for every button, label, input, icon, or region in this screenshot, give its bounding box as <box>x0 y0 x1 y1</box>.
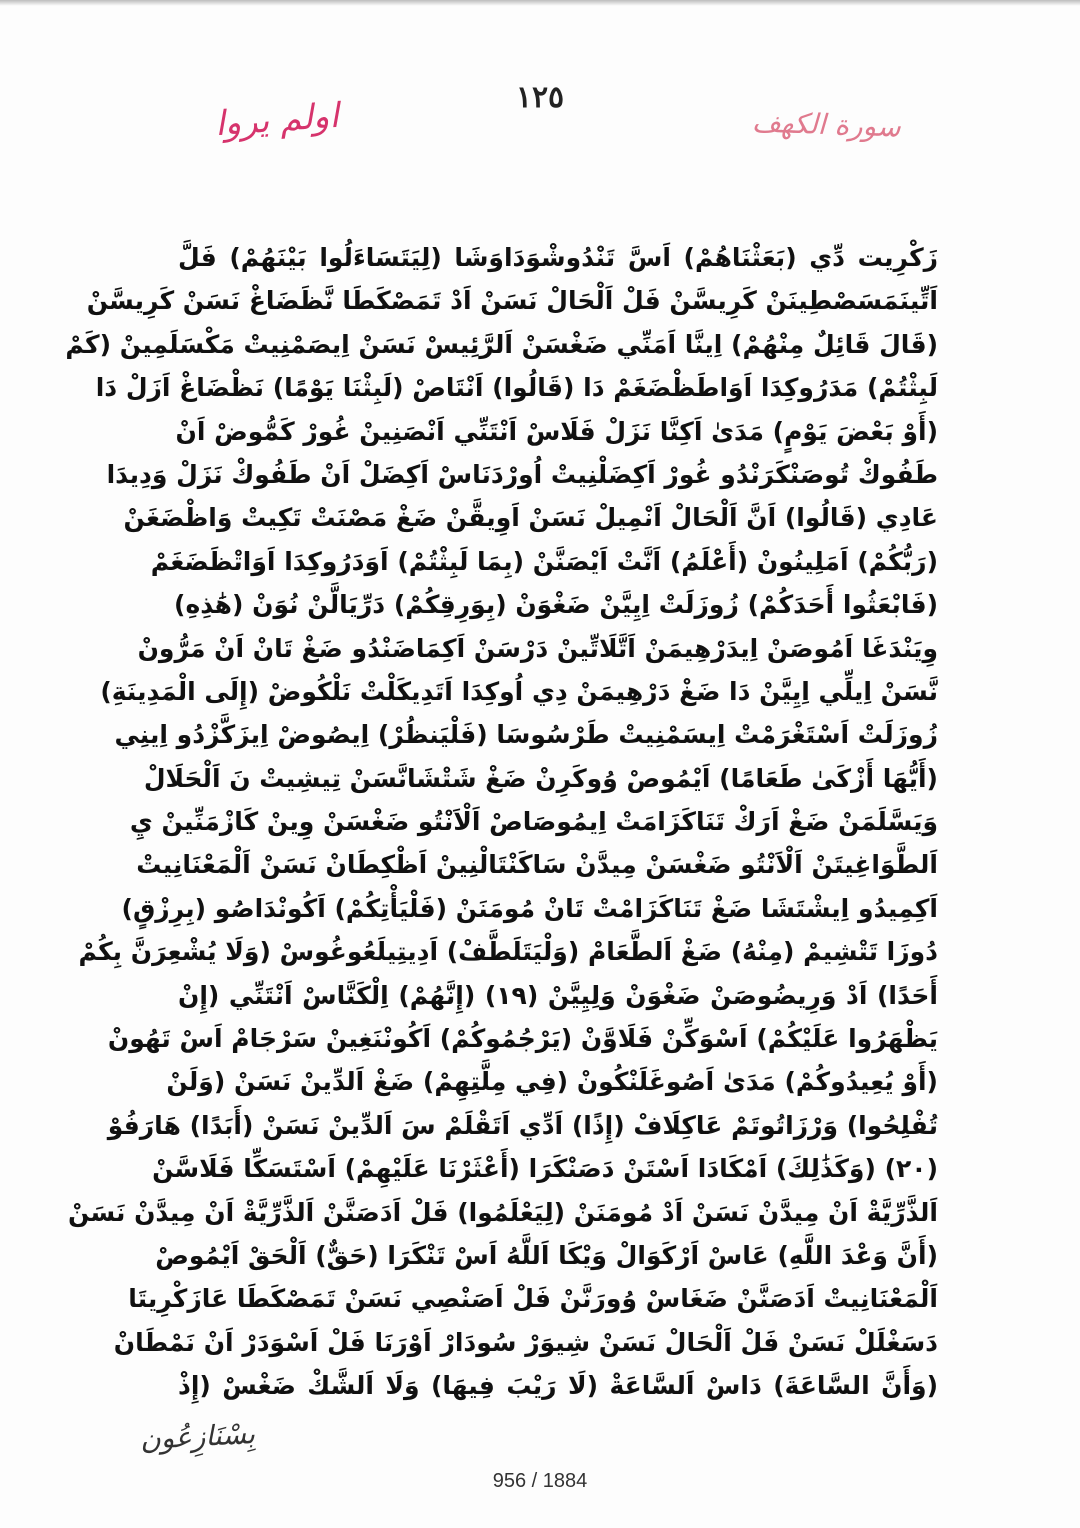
text-line: تُفْلِحُوا) وَرْزَاتُوتَمْ عَاكِلَافْ (إِذًا) اَدِّي اَتَقْلَمْ سَ اَلدِّينْ نَسَنْ (أَبَدًا) هَارَفُوْ <box>107 1110 938 1140</box>
text-line: اَكِمِيدُو اِيشْتَشَا ضَغْ تَنَاكَزَامْتْ تَانْ مُومَنَنْ (فَلْيَأْتِكُمْ) اَكُونْدَاصُو (بِرِزْقٍ) <box>121 893 938 923</box>
text-line: نَّسَنْ اِيلِّي اِيِيَّنْ دَا ضَغْ دَرْهِيمَنْ دِي اُوكِدَا اَتَدِيكَلْتْ نَلْكُوضْ (إِلَى الْمَدِينَةِ) <box>100 676 938 706</box>
text-line: (أَيُّهَا أَزْكَىٰ طَعَامًا) اَيْمُوصْ وُوكَرِنْ ضَغْ شَتْشَانَّسَنْ تِيشِيتْ نَ اَلْحَلَالْ <box>143 763 938 793</box>
text-line: (أَنَّ وَعْدَ اللَّهِ) عَاسْ اَرْكَوَالْ وَيْكَا اَللَّهُ اَسْ تَنْكَرَا (حَقٌّ) اَلْحَقْ اَيْمُوصْ <box>155 1240 938 1270</box>
text-line: وِيَنْدَغَا اَمُوصَنْ اِيدَرْهِيمَنْ اَتَّلَاتِّينْ دَرْسَنْ اَكِمَاضَنْدُو ضَغْ تَانْ اَنْ مَرُّونْ <box>137 633 938 663</box>
text-body <box>65 236 939 1408</box>
text-line: زُوزَلَتْ اَسْتَغْرَمْتْ اِيسَمْنِيتْ طَرْسُوسَا (فَلْيَنظُرْ) اِيصُوضْ اِيزَكَّزْدُو اِينِي <box>114 720 938 750</box>
text-line: عَادِي (قَالُوا) اَنَّ اَلْحَالْ اَنْمِيلْ نَسَنْ اَوِيقَّنْ ضَغْ مَصْنَتْ تَكِيتْ وَاظْضَغَنْ <box>123 503 938 533</box>
text-line: (أَوْ يُعِيدُوكُمْ) مَدَىٰ اَصُوغَلَنْكُونْ (فِي مِلَّتِهِمْ) ضَغْ اَلدِّينْ نَسَنْ (وَلَنْ <box>166 1067 938 1097</box>
text-line: (فَابْعَثُوا أَحَدَكُمْ) زُوزَلَتْ اِيِيَّنْ ضَغْوَنْ (بِوَرِقِكُمْ) دَرِّيَالَّنْ نُوَنْ (هَٰذِهِ) <box>174 590 938 620</box>
page-top-edge <box>0 0 1080 6</box>
text-line: (قَالَ قَائِلٌ مِنْهُمْ) اِينَّا اَمَنِّي ضَغْسَنْ اَلرَّئِيسْ نَسَنْ اِيصَمْنِيتْ مَكْسَلَمِينْ (كَمْ <box>65 329 938 359</box>
text-line: دَسَغْلَلْ نَسَنْ فَلْ اَلْحَالْ نَسَنْ شِيوَرْ سُودَارْ اَوْرَنَا فَلْ اَسْوَدَرْ اَنْ نَمْطَانْ <box>113 1327 938 1357</box>
text-line: دُوزَا تَتْشِيمْ (مِنْهُ) ضَغْ اَلطَّعَامْ (وَلْيَتَلَطَّفْ) اَدِيتِيلَعُوغُوسْ (وَلَا يُشْعِرَنَّ بِكُمْ <box>78 937 938 967</box>
text-line: (٢٠) (وَكَذَٰلِكَ) اَمْكَادَا اَسْتَنْ دَصَنْكَرَا (أَعْثَرْنَا عَلَيْهِمْ) اَسْتَسَكِّا فَلَاسَّنْ <box>152 1154 938 1184</box>
text-line: أَحَدًا) اَدْ وَرِيضُوصَنْ ضَغْوَنْ وَلِيِيَّنْ (١٩) (إِنَّهُمْ) اِلْكَنَّاسْ اَنْتَنِّي (إِنْ <box>178 980 939 1010</box>
text-line: اَلذَّرِّيَّةْ اَنْ مِيدَّنْ نَسَنْ اَدْ مُومَنَنْ (لِيَعْلَمُوا) فَلْ اَدَصَنَّنْ اَلذَّرِّيَّةْ اَنْ مِيدَّنْ نَسَنْ <box>68 1197 938 1227</box>
handwritten-note-left: اولم يروا <box>213 95 340 145</box>
text-line: (وَأَنَّ السَّاعَةَ) دَاسْ اَلسَّاعَةْ (لَا رَيْبَ فِيهَا) وَلَا اَلشَّكْ ضَغْسْ (إِذْ <box>178 1371 938 1401</box>
text-line: اَلْمَعْنَانِيتْ اَدَصَنَّنْ ضَغَاسْ وُورَنَّنْ فَلْ اَصَنْصِي نَسَنْ تَمَصْكَطَا عَازَكْرِيتَا <box>128 1284 938 1314</box>
handwritten-signature-note: بِسْنَازِعُون <box>139 1417 256 1456</box>
page-counter: 956 / 1884 <box>492 1470 588 1492</box>
text-line: (أَوْ بَعْضَ يَوْمٍ) مَدَىٰ اَكِنَّا نَزَلْ فَلَاسْ اَنْتَنِّي اَنْصَنِينْ غُورْ كَمُّوضْ اَنْ <box>175 416 938 446</box>
handwritten-surah-name: سورة الكهف <box>751 105 902 144</box>
text-line: اَتِّينَمَسَصْطِينَنْ كَرِيسَّنْ فَلْ اَلْحَالْ نَسَنْ اَدْ تَمَصْكَطَا نَّظَضَاغْ نَسَنْ كَرِيسَّنْ <box>86 286 938 316</box>
text-line: اَلطَّوَاغِيتَنْ اَلْاَنْتُو ضَغْسَنْ مِيدَّنْ سَاكَنْتَالْنِينْ اَظْكِطَانْ نَسَنْ اَلْمَعْنَانِيتْ <box>136 850 938 880</box>
text-line: يَظْهَرُوا عَلَيْكُمْ) اَسْوَكِّنْ فَلَاوَّنْ (يَرْجُمُوكُمْ) اَكُونْنَغِينْ سَرْجَامْ اَسْ تَهُونْ <box>107 1024 938 1054</box>
text-line: لَبِثْتُمْ) مَدَرُوكِدَا اَوَاطَظْضَغَمْ دَا (قَالُوا) اَنْتَاصْ (لَبِثْنَا يَوْمًا) نَظْضَاغْ اَزَلْ دَا <box>95 373 938 403</box>
text-line: زَكْرِيت دِّي (بَعَثْنَاهُمْ) اَسَّ تَنْدُوشْوَدَاوَشَا (لِيَتَسَاءَلُوا بَيْنَهُمْ) فَلَّ <box>178 243 938 272</box>
text-line: (رَبُّكُمْ) اَمَلِينُونْ (أَعْلَمُ) اَنَّتْ اَيْصَنَّنْ (بِمَا لَبِثْتُمْ) اَوَدَرُوكِدَا اَوَاتْظَضَغَمْ <box>150 546 938 576</box>
text-line: طَفُوكْ تُوصَنْكَرَنْدُو غُورْ اَكِضَلْنِيتْ اُورْدَنَاسْ اَكِضَلْ اَنْ طَفُوكْ نَزَلْ وَدِيدَا <box>106 459 938 489</box>
page-number: ١٢٥ <box>515 80 565 115</box>
text-line: وَيَسَّلَمَنْ ضَغْ اَرَكْ تَنَاكَزَامَتْ اِيمُوصَاصْ اَلْاَنْتُو ضَغْسَنْ وِينْ كَازْمَنِّينْ يِ <box>129 807 938 837</box>
